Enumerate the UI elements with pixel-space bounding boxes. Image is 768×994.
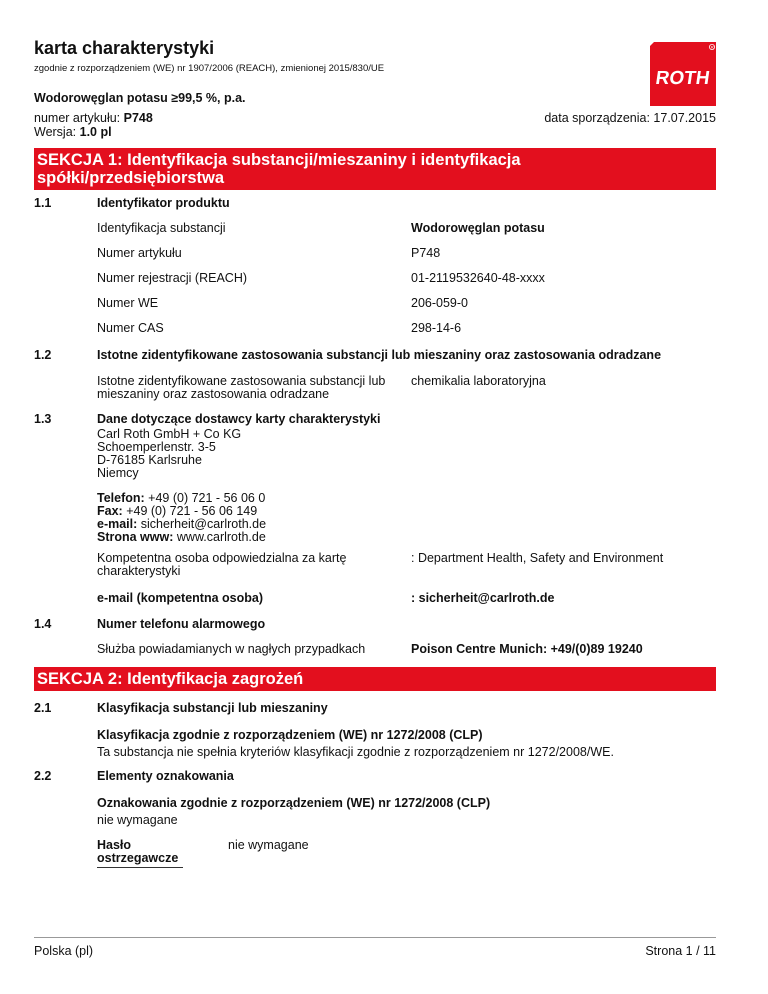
row-label: Numer artykułu xyxy=(97,246,182,260)
article-number: P748 xyxy=(123,111,153,125)
row-value: 298-14-6 xyxy=(411,321,462,335)
clp-classification-title: Klasyfikacja zgodnie z rozporządzeniem (WE) nr 1272/2008 (CLP) xyxy=(97,728,483,742)
subsection-1-3-number: 1.3 xyxy=(34,412,52,426)
subsection-1-4-title: Numer telefonu alarmowego xyxy=(97,617,266,631)
row-label: Identyfikacja substancji xyxy=(97,221,226,235)
competent-email-label: e-mail (kompetentna osoba) xyxy=(97,591,263,605)
row-value: 01-2119532640-48-xxxx xyxy=(411,271,545,285)
clp-labelling-text: nie wymagane xyxy=(97,813,178,827)
competent-person-value: : Department Health, Safety and Environment xyxy=(411,551,664,565)
subsection-1-2-number: 1.2 xyxy=(34,348,52,362)
website-label: Strona www: xyxy=(97,530,174,544)
address-line: Niemcy xyxy=(97,466,139,480)
subsection-1-3-title: Dane dotyczące dostawcy karty charakterystyki xyxy=(97,412,381,426)
subsection-1-1-title: Identyfikator produktu xyxy=(97,196,230,210)
competent-email-value[interactable]: : sicherheit@carlroth.de xyxy=(411,591,555,605)
supplier-address xyxy=(97,428,241,480)
subsection-1-4-number: 1.4 xyxy=(34,617,52,631)
article-label: numer artykułu: xyxy=(34,111,121,125)
footer-divider xyxy=(34,937,716,938)
footer-language: Polska (pl) xyxy=(34,944,94,958)
email-link[interactable]: sicherheit@carlroth.de xyxy=(140,517,267,531)
clp-classification-text: Ta substancja nie spełnia kryteriów klasyfikacji zgodnie z rozporządzeniem nr 1272/2008/WE. xyxy=(97,745,614,759)
emergency-label: Służba powiadamianych w nagłych przypadkach xyxy=(97,642,366,656)
uses-label-line2: mieszaniny oraz zastosowania odradzane xyxy=(97,387,330,401)
signal-word-value: nie wymagane xyxy=(228,838,309,852)
subsection-2-2-number: 2.2 xyxy=(34,769,52,783)
section1-title-line1: SEKCJA 1: Identyfikacja substancji/mieszaniny i identyfikacja xyxy=(37,151,521,169)
phone-value: +49 (0) 721 - 56 06 0 xyxy=(148,491,266,505)
svg-text:R: R xyxy=(710,44,714,50)
row-label: Numer rejestracji (REACH) xyxy=(97,271,248,285)
clp-labelling-title: Oznakowania zgodnie z rozporządzeniem (WE) nr 1272/2008 (CLP) xyxy=(97,796,491,810)
subsection-2-1-title: Klasyfikacja substancji lub mieszaniny xyxy=(97,701,328,715)
row-value: 206-059-0 xyxy=(411,296,468,310)
version-value: 1.0 pl xyxy=(79,125,112,139)
competent-person-label xyxy=(97,552,346,578)
section1-title-line2: spółki/przedsiębiorstwa xyxy=(37,169,225,187)
subsection-2-1-number: 2.1 xyxy=(34,701,52,715)
subsection-1-1-number: 1.1 xyxy=(34,196,52,210)
logo-text: ROTH xyxy=(654,68,711,89)
address-line: Schoemperlenstr. 3-5 xyxy=(97,440,216,454)
product-name: Wodorowęglan potasu ≥99,5 %, p.a. xyxy=(34,91,246,105)
email-label: e-mail: xyxy=(97,517,138,531)
row-label: Numer WE xyxy=(97,296,159,310)
section2-header: SEKCJA 2: Identyfikacja zagrożeń xyxy=(34,667,716,691)
fax-value: +49 (0) 721 - 56 06 149 xyxy=(126,504,258,518)
supplier-contacts xyxy=(97,492,266,544)
section1-header xyxy=(34,148,716,190)
row-label: Numer CAS xyxy=(97,321,164,335)
uses-value: chemikalia laboratoryjna xyxy=(411,374,546,388)
competent-label-line2: charakterystyki xyxy=(97,564,181,578)
signal-label-line1: Hasło xyxy=(97,838,132,852)
phone-label: Telefon: xyxy=(97,491,145,505)
subsection-2-2-title: Elementy oznakowania xyxy=(97,769,234,783)
regulation-subtitle: zgodnie z rozporządzeniem (WE) nr 1907/2006 (REACH), zmienionej 2015/830/UE xyxy=(34,63,385,74)
uses-label-line1: Istotne zidentyfikowane zastosowania substancji lub xyxy=(97,374,386,388)
row-value: Wodorowęglan potasu xyxy=(411,221,545,235)
signal-label-line2: ostrzegawcze xyxy=(97,851,179,865)
creation-date: data sporządzenia: 17.07.2015 xyxy=(544,111,716,125)
uses-label xyxy=(97,375,385,401)
emergency-value: Poison Centre Munich: +49/(0)89 19240 xyxy=(411,642,643,656)
website-link[interactable]: www.carlroth.de xyxy=(176,530,266,544)
address-line: Carl Roth GmbH + Co KG xyxy=(97,427,242,441)
signal-word-label xyxy=(97,839,178,865)
fax-label: Fax: xyxy=(97,504,123,518)
document-title: karta charakterystyki xyxy=(34,38,215,58)
roth-logo xyxy=(648,40,718,110)
address-line: D-76185 Karlsruhe xyxy=(97,453,202,467)
subsection-1-2-title: Istotne zidentyfikowane zastosowania substancji lub mieszaniny oraz zastosowania odradzane xyxy=(97,348,662,362)
competent-label-line1: Kompetentna osoba odpowiedzialna za kartę xyxy=(97,551,347,565)
footer-page-number: Strona 1 / 11 xyxy=(645,944,716,958)
article-meta xyxy=(34,111,153,139)
signal-word-underline xyxy=(97,867,183,868)
version-label: Wersja: xyxy=(34,125,77,139)
row-value: P748 xyxy=(411,246,441,260)
